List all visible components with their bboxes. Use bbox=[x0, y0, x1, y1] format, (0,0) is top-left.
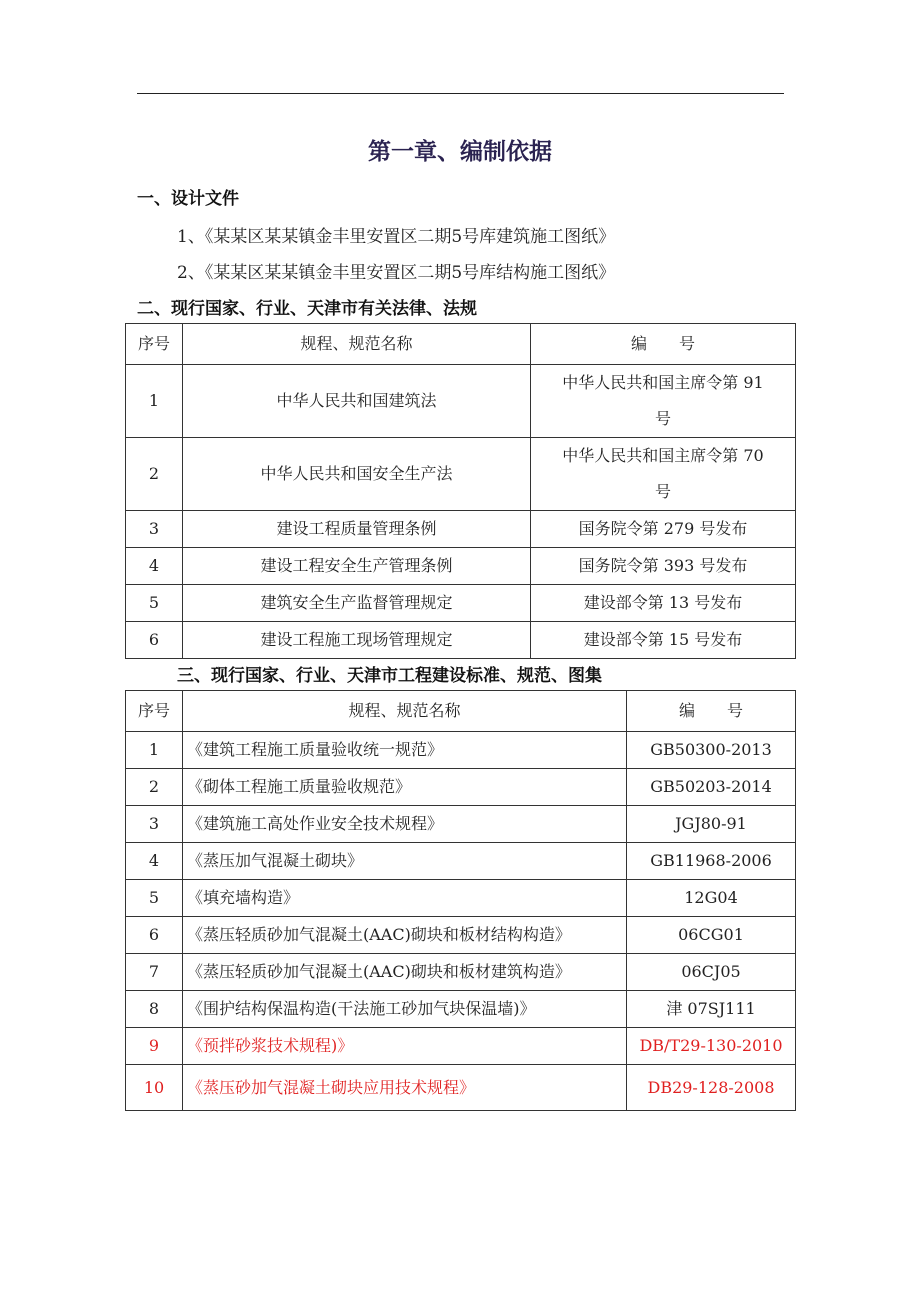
standard-code: GB50300-2013 bbox=[627, 732, 796, 769]
table-row bbox=[126, 917, 796, 954]
standard-name: 《建筑工程施工质量验收统一规范》 bbox=[183, 732, 627, 769]
column-header: 序号 bbox=[126, 324, 183, 365]
standard-code: 06CJ05 bbox=[627, 954, 796, 991]
table-row bbox=[126, 438, 796, 511]
row-number: 1 bbox=[126, 732, 183, 769]
row-number: 2 bbox=[126, 438, 183, 511]
regulation-name: 建设工程质量管理条例 bbox=[183, 511, 531, 548]
row-number: 9 bbox=[126, 1028, 183, 1065]
row-number: 1 bbox=[126, 365, 183, 438]
standard-code: JGJ80-91 bbox=[627, 806, 796, 843]
table-row-highlighted bbox=[126, 1065, 796, 1111]
design-doc-item: 2、《某某区某某镇金丰里安置区二期5号库结构施工图纸》 bbox=[177, 263, 616, 283]
regulation-code: 建设部令第 13 号发布 bbox=[531, 585, 796, 622]
regulation-name: 建设工程安全生产管理条例 bbox=[183, 548, 531, 585]
standard-code: 津 07SJ111 bbox=[627, 991, 796, 1028]
regulation-code-line: 中华人民共和国主席令第 70 bbox=[562, 446, 764, 465]
table-row bbox=[126, 843, 796, 880]
column-header: 序号 bbox=[126, 691, 183, 732]
standard-code: GB50203-2014 bbox=[627, 769, 796, 806]
section2-heading: 二、现行国家、行业、天津市有关法律、法规 bbox=[137, 299, 477, 319]
table-header-row bbox=[126, 324, 796, 365]
row-number: 3 bbox=[126, 511, 183, 548]
regulation-code-line: 号 bbox=[654, 482, 671, 501]
table-row bbox=[126, 548, 796, 585]
table-row bbox=[126, 732, 796, 769]
table-row bbox=[126, 806, 796, 843]
column-header: 规程、规范名称 bbox=[183, 324, 531, 365]
row-number: 3 bbox=[126, 806, 183, 843]
row-number: 4 bbox=[126, 548, 183, 585]
standard-name: 《砌体工程施工质量验收规范》 bbox=[183, 769, 627, 806]
table-row bbox=[126, 991, 796, 1028]
regulation-name: 中华人民共和国建筑法 bbox=[183, 365, 531, 438]
section1-heading: 一、设计文件 bbox=[137, 189, 239, 209]
row-number: 5 bbox=[126, 880, 183, 917]
regulation-code-line: 号 bbox=[654, 409, 671, 428]
header-rule bbox=[137, 93, 784, 94]
table-header-row bbox=[126, 691, 796, 732]
table-row bbox=[126, 954, 796, 991]
standard-code: DB/T29-130-2010 bbox=[627, 1028, 796, 1065]
regulation-code bbox=[531, 365, 796, 438]
row-number: 6 bbox=[126, 917, 183, 954]
standard-name: 《蒸压轻质砂加气混凝土(AAC)砌块和板材结构构造》 bbox=[183, 917, 627, 954]
standard-name: 《围护结构保温构造(干法施工砂加气块保温墙)》 bbox=[183, 991, 627, 1028]
regulation-code: 国务院令第 393 号发布 bbox=[531, 548, 796, 585]
row-number: 6 bbox=[126, 622, 183, 659]
standard-name: 《蒸压砂加气混凝土砌块应用技术规程》 bbox=[183, 1065, 627, 1111]
regulation-code: 建设部令第 15 号发布 bbox=[531, 622, 796, 659]
standard-code: GB11968-2006 bbox=[627, 843, 796, 880]
row-number: 2 bbox=[126, 769, 183, 806]
row-number: 5 bbox=[126, 585, 183, 622]
row-number: 8 bbox=[126, 991, 183, 1028]
standard-name: 《蒸压加气混凝土砌块》 bbox=[183, 843, 627, 880]
standard-name: 《建筑施工高处作业安全技术规程》 bbox=[183, 806, 627, 843]
table-row bbox=[126, 880, 796, 917]
column-header: 规程、规范名称 bbox=[183, 691, 627, 732]
column-header: 编 号 bbox=[627, 691, 796, 732]
standard-code: 06CG01 bbox=[627, 917, 796, 954]
laws-table bbox=[125, 323, 796, 659]
standards-table bbox=[125, 690, 796, 1111]
column-header: 编 号 bbox=[531, 324, 796, 365]
regulation-code-line: 中华人民共和国主席令第 91 bbox=[562, 373, 764, 392]
row-number: 4 bbox=[126, 843, 183, 880]
standard-code: DB29-128-2008 bbox=[627, 1065, 796, 1111]
regulation-name: 中华人民共和国安全生产法 bbox=[183, 438, 531, 511]
chapter-title: 第一章、编制依据 bbox=[368, 139, 552, 165]
standard-code: 12G04 bbox=[627, 880, 796, 917]
row-number: 10 bbox=[126, 1065, 183, 1111]
standard-name: 《预拌砂浆技术规程)》 bbox=[183, 1028, 627, 1065]
standard-name: 《填充墙构造》 bbox=[183, 880, 627, 917]
table-row-highlighted bbox=[126, 1028, 796, 1065]
table-row bbox=[126, 622, 796, 659]
table-row bbox=[126, 585, 796, 622]
regulation-code bbox=[531, 438, 796, 511]
section3-heading: 三、现行国家、行业、天津市工程建设标准、规范、图集 bbox=[177, 666, 602, 686]
regulation-name: 建设工程施工现场管理规定 bbox=[183, 622, 531, 659]
row-number: 7 bbox=[126, 954, 183, 991]
regulation-name: 建筑安全生产监督管理规定 bbox=[183, 585, 531, 622]
standard-name: 《蒸压轻质砂加气混凝土(AAC)砌块和板材建筑构造》 bbox=[183, 954, 627, 991]
design-doc-item: 1、《某某区某某镇金丰里安置区二期5号库建筑施工图纸》 bbox=[177, 227, 616, 247]
regulation-code: 国务院令第 279 号发布 bbox=[531, 511, 796, 548]
table-row bbox=[126, 365, 796, 438]
table-row bbox=[126, 769, 796, 806]
table-row bbox=[126, 511, 796, 548]
